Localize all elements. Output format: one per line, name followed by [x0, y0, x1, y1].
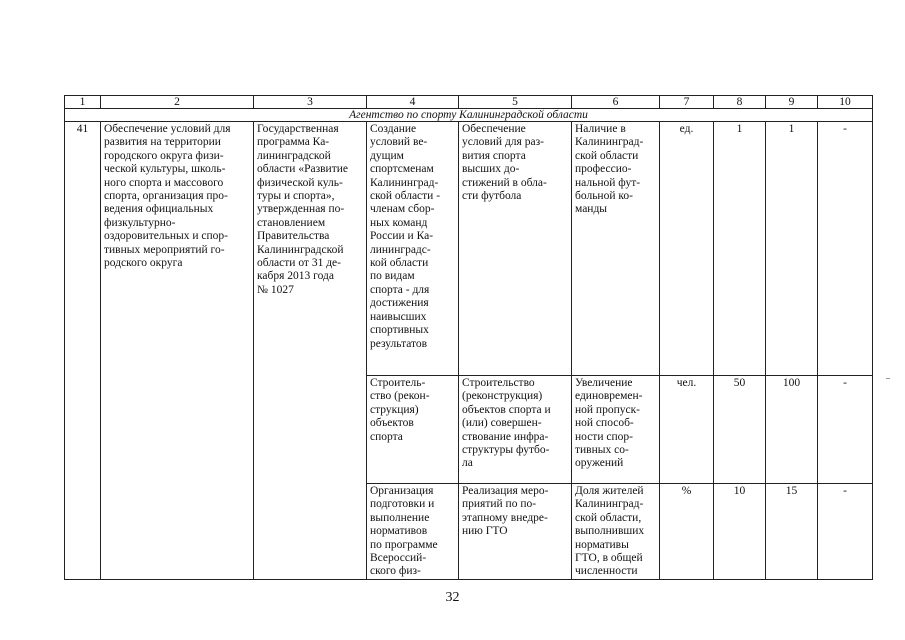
column-header: 2 [101, 96, 254, 109]
agency-row [65, 109, 873, 122]
action-cell: Обеспечение условий для раз- вития спорта высших до- стижений в обла- сти футбола [459, 122, 572, 376]
column-header: 5 [459, 96, 572, 109]
value-cell-8: 50 [714, 376, 766, 484]
column-header: 6 [572, 96, 660, 109]
column-header: 1 [65, 96, 101, 109]
indicator-cell: Доля жителей Калининград- ской области, выполнивших нормативы ГТО, в общей численности [572, 484, 660, 580]
program-reference: Государственная программа Ка- лининградской области «Развитие физической куль- туры и спорта», утвержденная по- становлением Правительства Калининградской области от 31 де- кабря 2013 года № 1027 [254, 122, 367, 580]
column-header: 3 [254, 96, 367, 109]
program-table [64, 95, 873, 580]
value-cell-8: 1 [714, 122, 766, 376]
task-cell: Строитель- ство (рекон- струкция) объектов спорта [367, 376, 459, 484]
unit-cell: ед. [660, 122, 714, 376]
column-header: 8 [714, 96, 766, 109]
value-cell-10: - [818, 484, 873, 580]
column-number-row [65, 96, 873, 109]
indicator-cell: Наличие в Калининград- ской области профессио- нальной фут- больной ко- манды [572, 122, 660, 376]
page-number: 32 [445, 590, 460, 605]
action-cell: Реализация меро- приятий по по- этапному внедре- нию ГТО [459, 484, 572, 580]
value-cell-9: 100 [766, 376, 818, 484]
value-cell-8: 10 [714, 484, 766, 580]
indicator-cell: Увеличение единовремен- ной пропуск- ной способ- ности спор- тивных со- оружений [572, 376, 660, 484]
value-cell-9: 1 [766, 122, 818, 376]
value-cell-10: - [818, 122, 873, 376]
column-header: 9 [766, 96, 818, 109]
column-header: 10 [818, 96, 873, 109]
value-cell-9: 15 [766, 484, 818, 580]
task-cell: Организация подготовки и выполнение нормативов по программе Всероссий- ского физ- [367, 484, 459, 580]
unit-cell: чел. [660, 376, 714, 484]
scan-artifact [886, 378, 890, 379]
value-cell-10: - [818, 376, 873, 484]
unit-cell: % [660, 484, 714, 580]
entry-number: 41 [65, 122, 101, 580]
task-cell: Создание условий ве- дущим спортсменам Калининград- ской области - членам сбор- ных команд России и Ка- лининградс- кой области по видам спорта - для достижения наивысших спортивных результатов [367, 122, 459, 376]
measure-name: Обеспечение условий для развития на территории городского округа физи- ческой культуры, школь- ного спорта и массового спорта, организация про- ведения официальных физкультурно- оздоровительных и спор- тивных мероприятий го- родского округа [101, 122, 254, 580]
agency-title: Агентство по спорту Калининградской области [65, 109, 873, 122]
column-header: 4 [367, 96, 459, 109]
table-row [65, 122, 873, 376]
column-header: 7 [660, 96, 714, 109]
action-cell: Строительство (реконструкция) объектов спорта и (или) совершен- ствование инфра- структуры футбо- ла [459, 376, 572, 484]
